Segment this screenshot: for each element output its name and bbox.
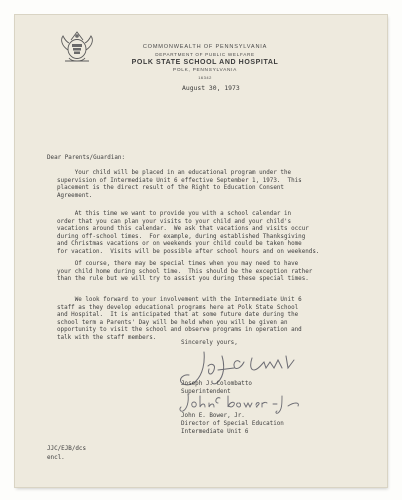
paragraph-calendar: At this time we want to provide you with a school calendar in order that you can plan your visits to your child and your child's vacations around this calendar. We ask that vacations and visits occur during off-school times. For example, during established Thanksgiving and Christmas vacations or on weekends your child could be taken home for vacation. Visits will be possible after school hours and on weekends. (57, 211, 320, 255)
closing: Sincerely yours, (181, 340, 238, 346)
paragraph-special-times: Of course, there may be special times when you may need to have your child home during school time. This should be the exception rather than the rule but we will try to assist you during these special times. (57, 261, 313, 283)
enclosure-note: encl. (47, 455, 65, 461)
signer2-title: Director of Special Education (181, 421, 284, 427)
letter-date: August 30, 1973 (182, 84, 240, 92)
state-seal-icon (57, 28, 97, 68)
letterhead-institution: POLK STATE SCHOOL AND HOSPITAL (131, 59, 279, 66)
salutation: Dear Parents/Guardian: (47, 155, 126, 161)
letterhead-zip: 16342 (198, 75, 212, 80)
signer1-title: Superintendent (181, 389, 231, 395)
signer1-name: Joseph J. Colombatto (181, 381, 252, 387)
letterhead-city: POLK, PENNSYLVANIA (172, 68, 238, 73)
paragraph-placement: Your child will be placed in an educational program under the supervision of Intermediate Unit 6 effective September 1, 1973. This placement is the direct result of the Right to Education Consent Agreement. (57, 170, 302, 199)
reference-initials: JJC/EJB/dcs (47, 446, 87, 452)
letterhead-department: DEPARTMENT OF PUBLIC WELFARE (155, 52, 255, 57)
signer2-org: Intermediate Unit 6 (181, 429, 249, 435)
paragraph-involvement: We look forward to your involvement with the Intermediate Unit 6 staff as they develop educational programs here at Polk State School and Hospital. It is anticipated that at some future date during the school term a Parents' Day will be held when you will be given an opportunity to visit the school and observe programs in operation and talk with the staff members. (57, 297, 302, 341)
letterhead-commonwealth: COMMONWEALTH OF PENNSYLVANIA (142, 44, 268, 50)
signer2-name: John E. Bower, Jr. (181, 413, 245, 419)
